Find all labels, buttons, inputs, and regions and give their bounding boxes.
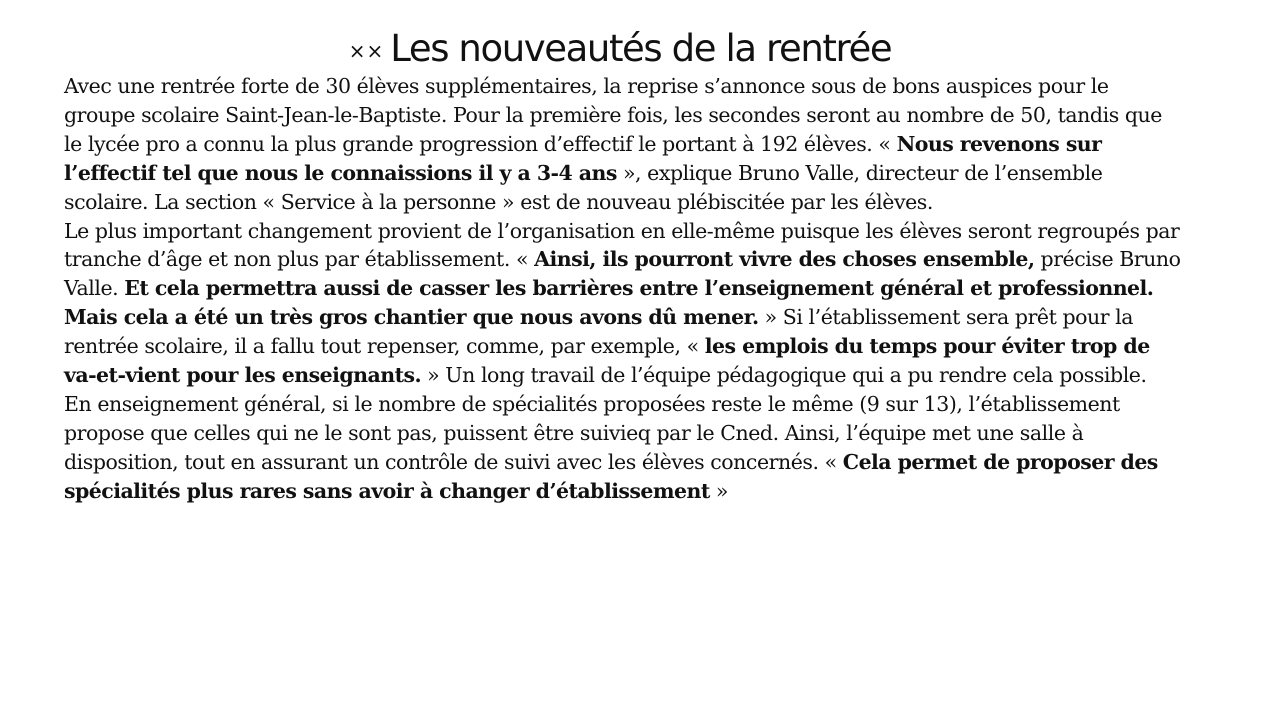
quote-run: Nous revenons sur l’effectif tel que nous le connaissions il y a 3-4 ans [64,131,1102,185]
paragraph-1 [64,72,1184,217]
text-run: Avec une rentrée forte de 30 élèves supplémentaires, la reprise s’annonce sous de bons auspices pour le groupe scolaire Saint-Jean-le-Baptiste. Pour la première fois, les secondes seront au nombre de 50, tandis que le lycée pro a connu la plus grande progression d’effectif le portant à 192 élèves. « [64,74,1162,156]
text-run: » Un long travail de l’équipe pédagogique qui a pu rendre cela possible. [421,363,1147,388]
quote-run: les emplois du temps pour éviter trop de va-et-vient pour les enseignants. [64,334,1150,388]
article-body [64,72,1184,506]
text-run: », explique Bruno Valle, directeur de l’ensemble scolaire. La section « Service à la personne » est de nouveau plébiscitée par les élèves. [64,160,1103,214]
title-marker: ×× [348,38,385,63]
quote-run: Ainsi, ils pourront vivre des choses ensemble, [534,247,1035,272]
paragraph-3 [64,390,1184,506]
text-run: Le plus important changement provient de l’organisation en elle-même puisque les élèves seront regroupés par tranche d’âge et non plus par établissement. « [64,218,1180,272]
text-run: En enseignement général, si le nombre de spécialités proposées reste le même (9 sur 13), l’établissement propose que celles qui ne le sont pas, puissent être suivieq par le Cned. Ainsi, l’équipe met une salle à disposition, tout en assurant un contrôle de suivi avec les élèves concernés. « [64,391,1120,474]
text-run: » [709,478,728,503]
text-run: » Si l’établissement sera prêt pour la rentrée scolaire, il a fallu tout repenser, comme, par exemple, « [64,305,1134,359]
paragraph-2 [64,217,1184,390]
text-run: précise Bruno Valle. [64,247,1181,301]
quote-run: Et cela permettra aussi de casser les barrières entre l’enseignement général et professionnel. Mais cela a été un très gros chantier que nous avons dû mener. [64,276,1154,330]
title-text: Les nouveautés de la rentrée [390,27,892,70]
quote-run: Cela permet de proposer des spécialités plus rares sans avoir à changer d’établissement [64,449,1158,503]
slide-title [0,26,1240,74]
